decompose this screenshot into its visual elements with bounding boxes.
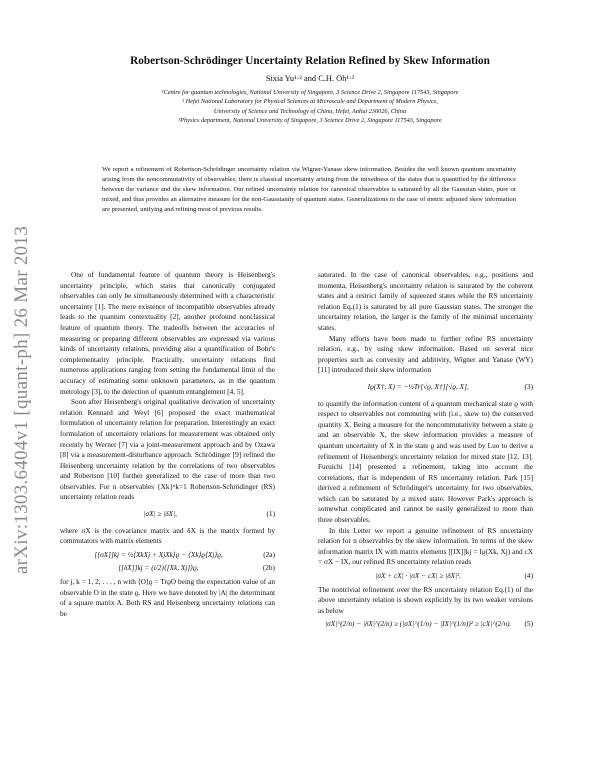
equation-3 xyxy=(318,382,533,393)
right-column xyxy=(318,270,533,633)
affiliation-2a: ² Hefei National Laboratory for Physical Sciences at Microscale and Department of Modern Physics, xyxy=(182,98,438,106)
paragraph: One of fundamental feature of quantum theory is Heisenberg's uncertainty principle, which states that canonically conjugated observables can only be simultaneously determined with a characteristic uncertainty [1]. The mere existence of incompatible observables already leads to the quantum contextuality [2], another profound nonclassical feature of quantum theory. The tradeoffs between the accuracies of measuring or preparing different observables are expressed via various kinds of uncertainty relations, providing also a quantification of Bohr's complementarity principle. Practically, uncertainty relations find numerous applications ranging from setting the fundamental limit of the accuracy of estimating some unknown parameters, as in the quantum metrology [3], to the detection of quantum entanglement [4, 5]. xyxy=(60,270,275,396)
paragraph: The nontrivial refinement over the RS uncertainty relation Eq.(1) of the above uncertainty relation is shown explicitly by its two weaker versions as below xyxy=(318,584,533,615)
equation-body: [[σX]]kj = ½⟨XkXj + XjXk⟩ϱ − ⟨Xk⟩ϱ⟨Xj⟩ϱ, xyxy=(94,549,223,559)
affiliation-1: ¹Centre for quantum technologies, National University of Singapore, 3 Science Drive 2, Singapore 117543, Singapore xyxy=(161,89,459,96)
equation-number: (4) xyxy=(524,571,533,581)
abstract: We report a refinement of Robertson-Schrödinger uncertainty relation via Wigner-Yanase skew information. Besides the well known quantum uncertainty arising from the noncommutativity of observables, there is classical uncertainty arising from the mixedness of the states that is quantified by the difference between the variance and the skew information. Our refined uncertainty relation for canonical observables is saturated by all the Gaussian states, pure or mixed, and thus provides an alternative measure for the non-Gaussianity of quantum states. Generalizations to the case of metric adjusted skew information are presented, unifying and refining most of previous results. xyxy=(102,166,516,213)
equation-body: |σX|^(2/n) − |δX|^(2/n) ≥ (|σX|^(1/n) − |IX|^(1/n))² ≥ |cX|^(2/n). xyxy=(325,619,512,629)
affiliation-2b: University of Science and Technology of China, Hefei, Anhui 230026, China xyxy=(213,107,407,115)
paragraph: Many efforts have been made to further refine RS uncertainty relation, e.g., by using skew information. Based on several nice properties such as convexity and additivity, Wigner and Yanase (WY) [11] introduced their skew information xyxy=(318,333,533,375)
affiliations xyxy=(60,88,560,125)
left-column xyxy=(60,270,275,619)
equation-1 xyxy=(60,509,275,520)
paragraph: where σX is the covariance matrix and δX is the matrix formed by commutators with matrix elements xyxy=(60,525,275,546)
equation-number: (2b) xyxy=(262,563,275,573)
equation-2a xyxy=(60,550,275,561)
equation-number: (3) xyxy=(524,381,533,391)
equation-5 xyxy=(318,619,533,630)
paper-title: Robertson-Schrödinger Uncertainty Relation Refined by Skew Information xyxy=(130,55,490,67)
equation-2b xyxy=(60,563,275,574)
author-list: Sixia Yu¹·² and C.H. Oh¹·³ xyxy=(265,74,355,83)
paragraph: saturated. In the case of canonical observables, e.g., positions and momenta, Heisenberg's uncertainty relation is saturated by the coherent states and a restrict family of squeezed states while the RS uncertainty relation Eq.(1) is saturated by all pure Gaussian states. The stronger the uncertainty relation, the larger is the family of the minimal uncertainty states. xyxy=(318,270,533,332)
arxiv-stamp xyxy=(0,190,44,610)
equation-number: (2a) xyxy=(263,549,275,559)
equation-number: (5) xyxy=(524,619,533,629)
equation-body: Iϱ(X†, X) = −½Tr[√ϱ, X†][√ϱ, X], xyxy=(367,381,469,391)
arxiv-identifier: arXiv:1303.6404v1 [quant-ph] 26 Mar 2013 xyxy=(11,225,32,575)
equation-number: (1) xyxy=(266,509,275,519)
equation-body: |σX| ≥ |δX|, xyxy=(143,509,177,519)
paragraph: for j, k = 1, 2, . . . , n with ⟨O⟩ϱ = TrϱO being the expectation value of an observable O in the state ϱ. Here we have denoted by |A| the determinant of a square matrix A. Both RS and Heisenberg uncertainty relations can be xyxy=(60,577,275,618)
equation-body: |σX + cX| · |σX − cX| ≥ |δX|². xyxy=(375,571,462,581)
equation-body: [[δX]]kj = (i/2)⟨[Xk, Xj]⟩ϱ, xyxy=(118,563,199,573)
paragraph: Soon after Heisenberg's original qualitative derivation of uncertainty relation Kennard and Weyl [6] proposed the exact mathematical formulation of uncertainty relation for preparation. Interestingly an exact formulation of uncertainty relations for measurement was obtained only recently by Werner [7] via a joint-measurement approach and by Ozawa [8] via a measurement-disturbance approach. Schrödinger [9] refined the Heisenberg uncertainty relation by the correlations of two observables and Robertson [10] further generalized to the case of more than two observables. For n observables {Xk}ⁿk=1 Robertson-Schrödinger (RS) uncertainty relation reads xyxy=(60,397,275,502)
paragraph: to quantify the information content of a quantum mechanical state ϱ with respect to observables not commuting with (i.e., skew to) the conserved quantity X. Being a measure for the noncommutativity between a state ϱ and an observable X, the skew information provides a measure of quantum uncertainty of X in the state ϱ and was used by Luo to derive a refinement of Heisenberg's uncertainty relation for mixed state [12, 13]. Furuichi [14] presented a refinement, taking into account the correlations, that is independent of RS uncertainty relation. Park [15] derived a refinement of Schrödinger's uncertainty for two observables, which can be saturated by a mixed state. However Park's approach is somewhat complicated and cannot be easily generalized to more than three observables. xyxy=(318,398,533,525)
equation-4 xyxy=(318,571,533,582)
paragraph: In this Letter we report a genuine refinement of RS uncertainty relation for n observables by the skew information. In terms of the skew information matrix IX with matrix elements [[IX]]kj = Iϱ(Xk, Xj) and cX = σX − IX, our refined RS uncertainty relation reads xyxy=(318,525,533,567)
affiliation-3: ³Physics department, National University of Singapore, 3 Science Drive 2, Singapore 117543, Singapore xyxy=(178,116,442,124)
